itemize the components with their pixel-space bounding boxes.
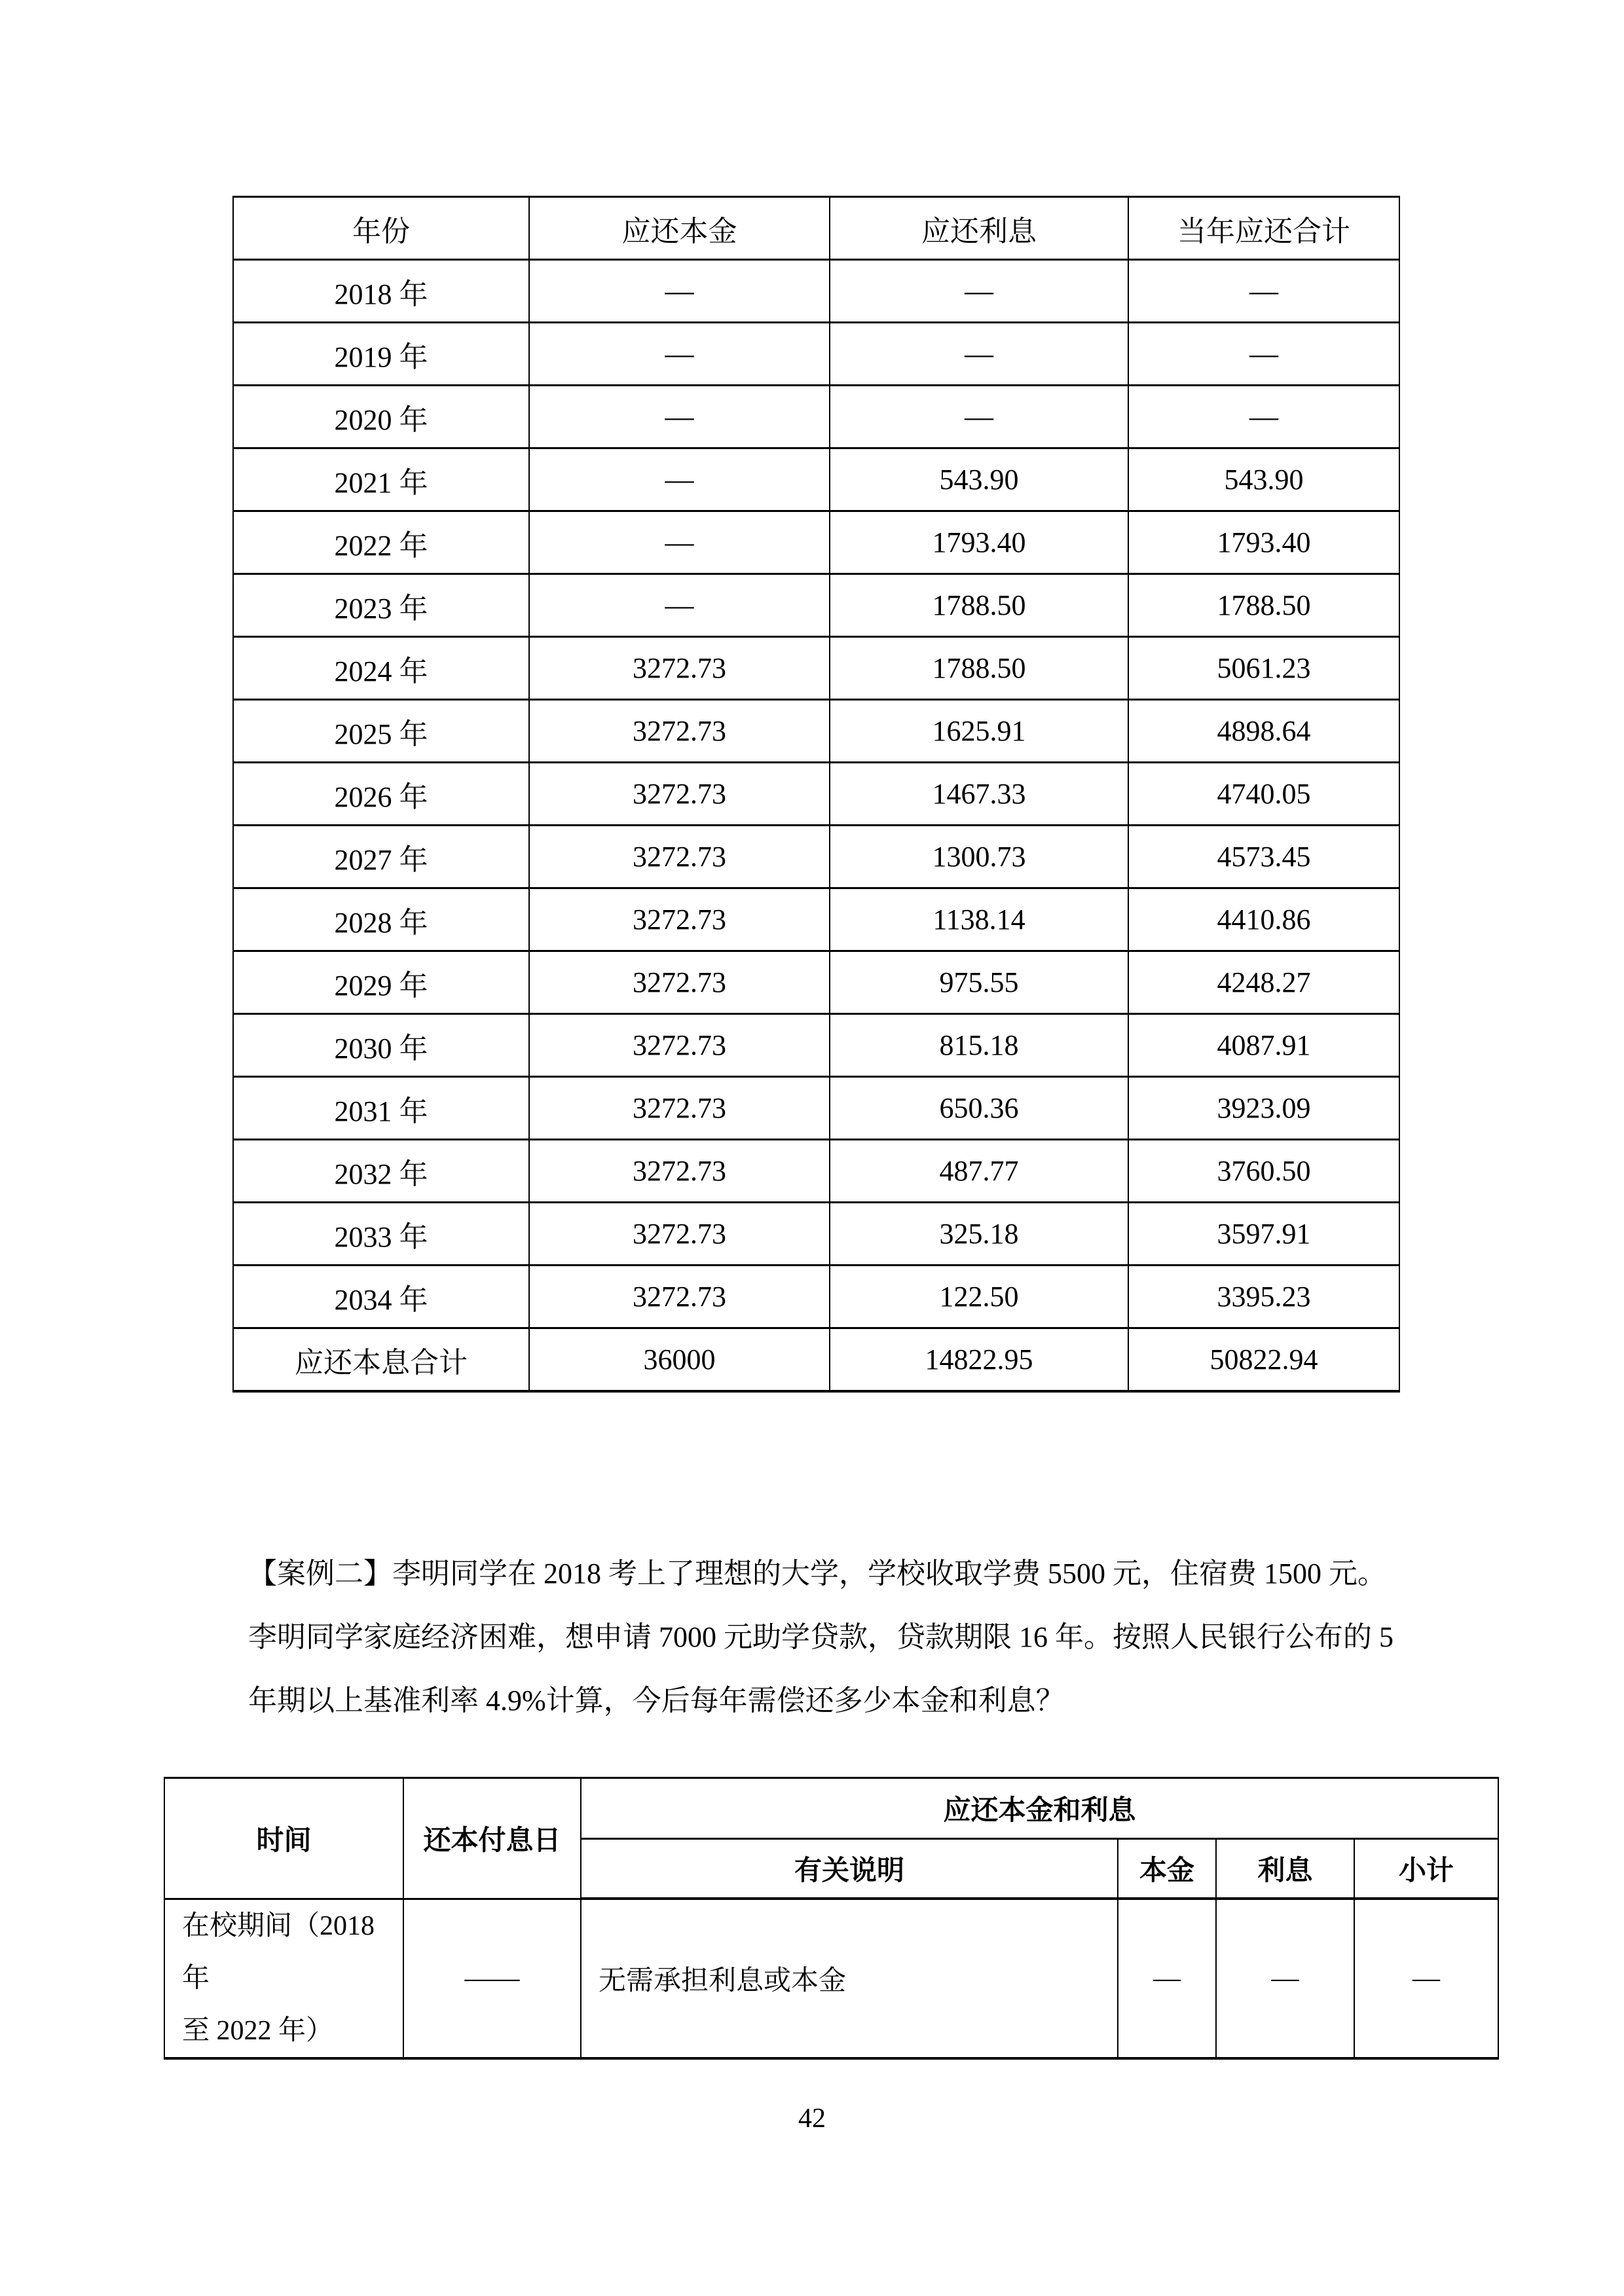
description-cell: 无需承担利息或本金	[581, 1899, 1118, 2058]
year-cell: 2026 年	[233, 763, 529, 826]
header-subtotal: 小计	[1354, 1839, 1498, 1899]
total-cell: —	[1128, 323, 1399, 386]
year-cell: 2034 年	[233, 1266, 529, 1328]
principal-cell: —	[1118, 1899, 1216, 2058]
repayment-date-cell: ——	[403, 1899, 581, 2058]
header-total-due: 当年应还合计	[1128, 197, 1399, 260]
table-header-row	[233, 197, 1399, 260]
interest-cell: 975.55	[830, 951, 1128, 1014]
time-cell	[164, 1899, 403, 2058]
principal-cell: —	[529, 511, 830, 574]
interest-cell: 1788.50	[830, 574, 1128, 637]
year-cell: 2023 年	[233, 574, 529, 637]
paragraph-line: 【案例二】李明同学在 2018 考上了理想的大学，学校收取学费 5500 元，住宿费 1500 元。	[248, 1558, 1386, 1590]
year-cell: 2033 年	[233, 1203, 529, 1266]
table-row-2024	[233, 637, 1399, 700]
year-cell: 2018 年	[233, 260, 529, 323]
interest-cell: 487.77	[830, 1140, 1128, 1203]
loan-repayment-table	[164, 1777, 1499, 2060]
total-cell: 5061.23	[1128, 637, 1399, 700]
header-interest: 利息	[1216, 1839, 1354, 1899]
table-row-2023	[233, 574, 1399, 637]
header-principal-and-interest: 应还本金和利息	[581, 1778, 1498, 1839]
principal-cell: 3272.73	[529, 1014, 830, 1077]
total-cell: 3597.91	[1128, 1203, 1399, 1266]
year-cell: 2022 年	[233, 511, 529, 574]
total-label-cell: 应还本息合计	[233, 1328, 529, 1392]
year-cell: 2019 年	[233, 323, 529, 386]
subtotal-cell: —	[1354, 1899, 1498, 2058]
interest-cell: 815.18	[830, 1014, 1128, 1077]
header-year: 年份	[233, 197, 529, 260]
year-cell: 2020 年	[233, 386, 529, 448]
principal-cell: 3272.73	[529, 637, 830, 700]
table-row-2025	[233, 700, 1399, 763]
table-row-2019	[233, 323, 1399, 386]
repayment-schedule-table	[232, 196, 1400, 1393]
year-cell: 2021 年	[233, 448, 529, 511]
interest-cell: —	[830, 386, 1128, 448]
table-row-2031	[233, 1077, 1399, 1140]
total-cell: 4740.05	[1128, 763, 1399, 826]
principal-total-cell: 36000	[529, 1328, 830, 1392]
principal-cell: —	[529, 260, 830, 323]
principal-cell: 3272.73	[529, 1140, 830, 1203]
interest-cell: 325.18	[830, 1203, 1128, 1266]
table-row-2021	[233, 448, 1399, 511]
grand-total-cell: 50822.94	[1128, 1328, 1399, 1392]
total-cell: 4898.64	[1128, 700, 1399, 763]
interest-cell: 1625.91	[830, 700, 1128, 763]
interest-cell: 543.90	[830, 448, 1128, 511]
total-cell: 1788.50	[1128, 574, 1399, 637]
table-row-2032	[233, 1140, 1399, 1203]
principal-cell: 3272.73	[529, 951, 830, 1014]
interest-cell: —	[830, 260, 1128, 323]
total-cell: 1793.40	[1128, 511, 1399, 574]
principal-cell: 3272.73	[529, 700, 830, 763]
paragraph-line: 李明同学家庭经济困难，想申请 7000 元助学贷款，贷款期限 16 年。按照人民银行公布的 5	[248, 1621, 1393, 1653]
interest-cell: 122.50	[830, 1266, 1128, 1328]
interest-cell: 1788.50	[830, 637, 1128, 700]
table-row-2026	[233, 763, 1399, 826]
loan-table-row-school-period	[164, 1899, 1498, 2058]
total-cell: 4410.86	[1128, 888, 1399, 951]
principal-cell: —	[529, 386, 830, 448]
year-cell: 2032 年	[233, 1140, 529, 1203]
total-cell: 543.90	[1128, 448, 1399, 511]
header-interest-due: 应还利息	[830, 197, 1128, 260]
table-row-2034	[233, 1266, 1399, 1328]
total-cell: 4087.91	[1128, 1014, 1399, 1077]
interest-cell: —	[830, 323, 1128, 386]
year-cell: 2029 年	[233, 951, 529, 1014]
total-cell: 3760.50	[1128, 1140, 1399, 1203]
principal-cell: 3272.73	[529, 888, 830, 951]
table-row-2033	[233, 1203, 1399, 1266]
principal-cell: —	[529, 323, 830, 386]
table-row-2020	[233, 386, 1399, 448]
interest-cell: —	[1216, 1899, 1354, 2058]
table-row-2028	[233, 888, 1399, 951]
principal-cell: 3272.73	[529, 1266, 830, 1328]
interest-cell: 1138.14	[830, 888, 1128, 951]
principal-cell: 3272.73	[529, 1077, 830, 1140]
year-cell: 2024 年	[233, 637, 529, 700]
interest-total-cell: 14822.95	[830, 1328, 1128, 1392]
table-row-2018	[233, 260, 1399, 323]
table-row-2030	[233, 1014, 1399, 1077]
year-cell: 2028 年	[233, 888, 529, 951]
header-description: 有关说明	[581, 1839, 1118, 1899]
total-cell: 4573.45	[1128, 826, 1399, 888]
total-cell: —	[1128, 260, 1399, 323]
total-cell: 3395.23	[1128, 1266, 1399, 1328]
interest-cell: 1793.40	[830, 511, 1128, 574]
table-row-2027	[233, 826, 1399, 888]
year-cell: 2027 年	[233, 826, 529, 888]
header-repayment-date: 还本付息日	[403, 1778, 581, 1899]
time-line: 至 2022 年）	[182, 2015, 334, 2046]
header-principal: 本金	[1118, 1839, 1216, 1899]
total-cell: —	[1128, 386, 1399, 448]
interest-cell: 650.36	[830, 1077, 1128, 1140]
year-cell: 2031 年	[233, 1077, 529, 1140]
year-cell: 2030 年	[233, 1014, 529, 1077]
table-row-2022	[233, 511, 1399, 574]
table-row-2029	[233, 951, 1399, 1014]
year-cell: 2025 年	[233, 700, 529, 763]
principal-cell: —	[529, 448, 830, 511]
principal-cell: 3272.73	[529, 826, 830, 888]
header-time: 时间	[164, 1778, 403, 1899]
time-line: 在校期间（2018 年	[182, 1910, 375, 1994]
interest-cell: 1467.33	[830, 763, 1128, 826]
loan-table-header-row-1	[164, 1778, 1498, 1839]
paragraph-line: 年期以上基准利率 4.9%计算，今后每年需偿还多少本金和利息？	[248, 1685, 1065, 1717]
total-cell: 3923.09	[1128, 1077, 1399, 1140]
page-number: 42	[798, 2104, 826, 2134]
interest-cell: 1300.73	[830, 826, 1128, 888]
header-principal-due: 应还本金	[529, 197, 830, 260]
total-cell: 4248.27	[1128, 951, 1399, 1014]
case2-paragraph	[248, 1542, 1401, 1732]
principal-cell: —	[529, 574, 830, 637]
table-row-total	[233, 1328, 1399, 1392]
principal-cell: 3272.73	[529, 763, 830, 826]
principal-cell: 3272.73	[529, 1203, 830, 1266]
